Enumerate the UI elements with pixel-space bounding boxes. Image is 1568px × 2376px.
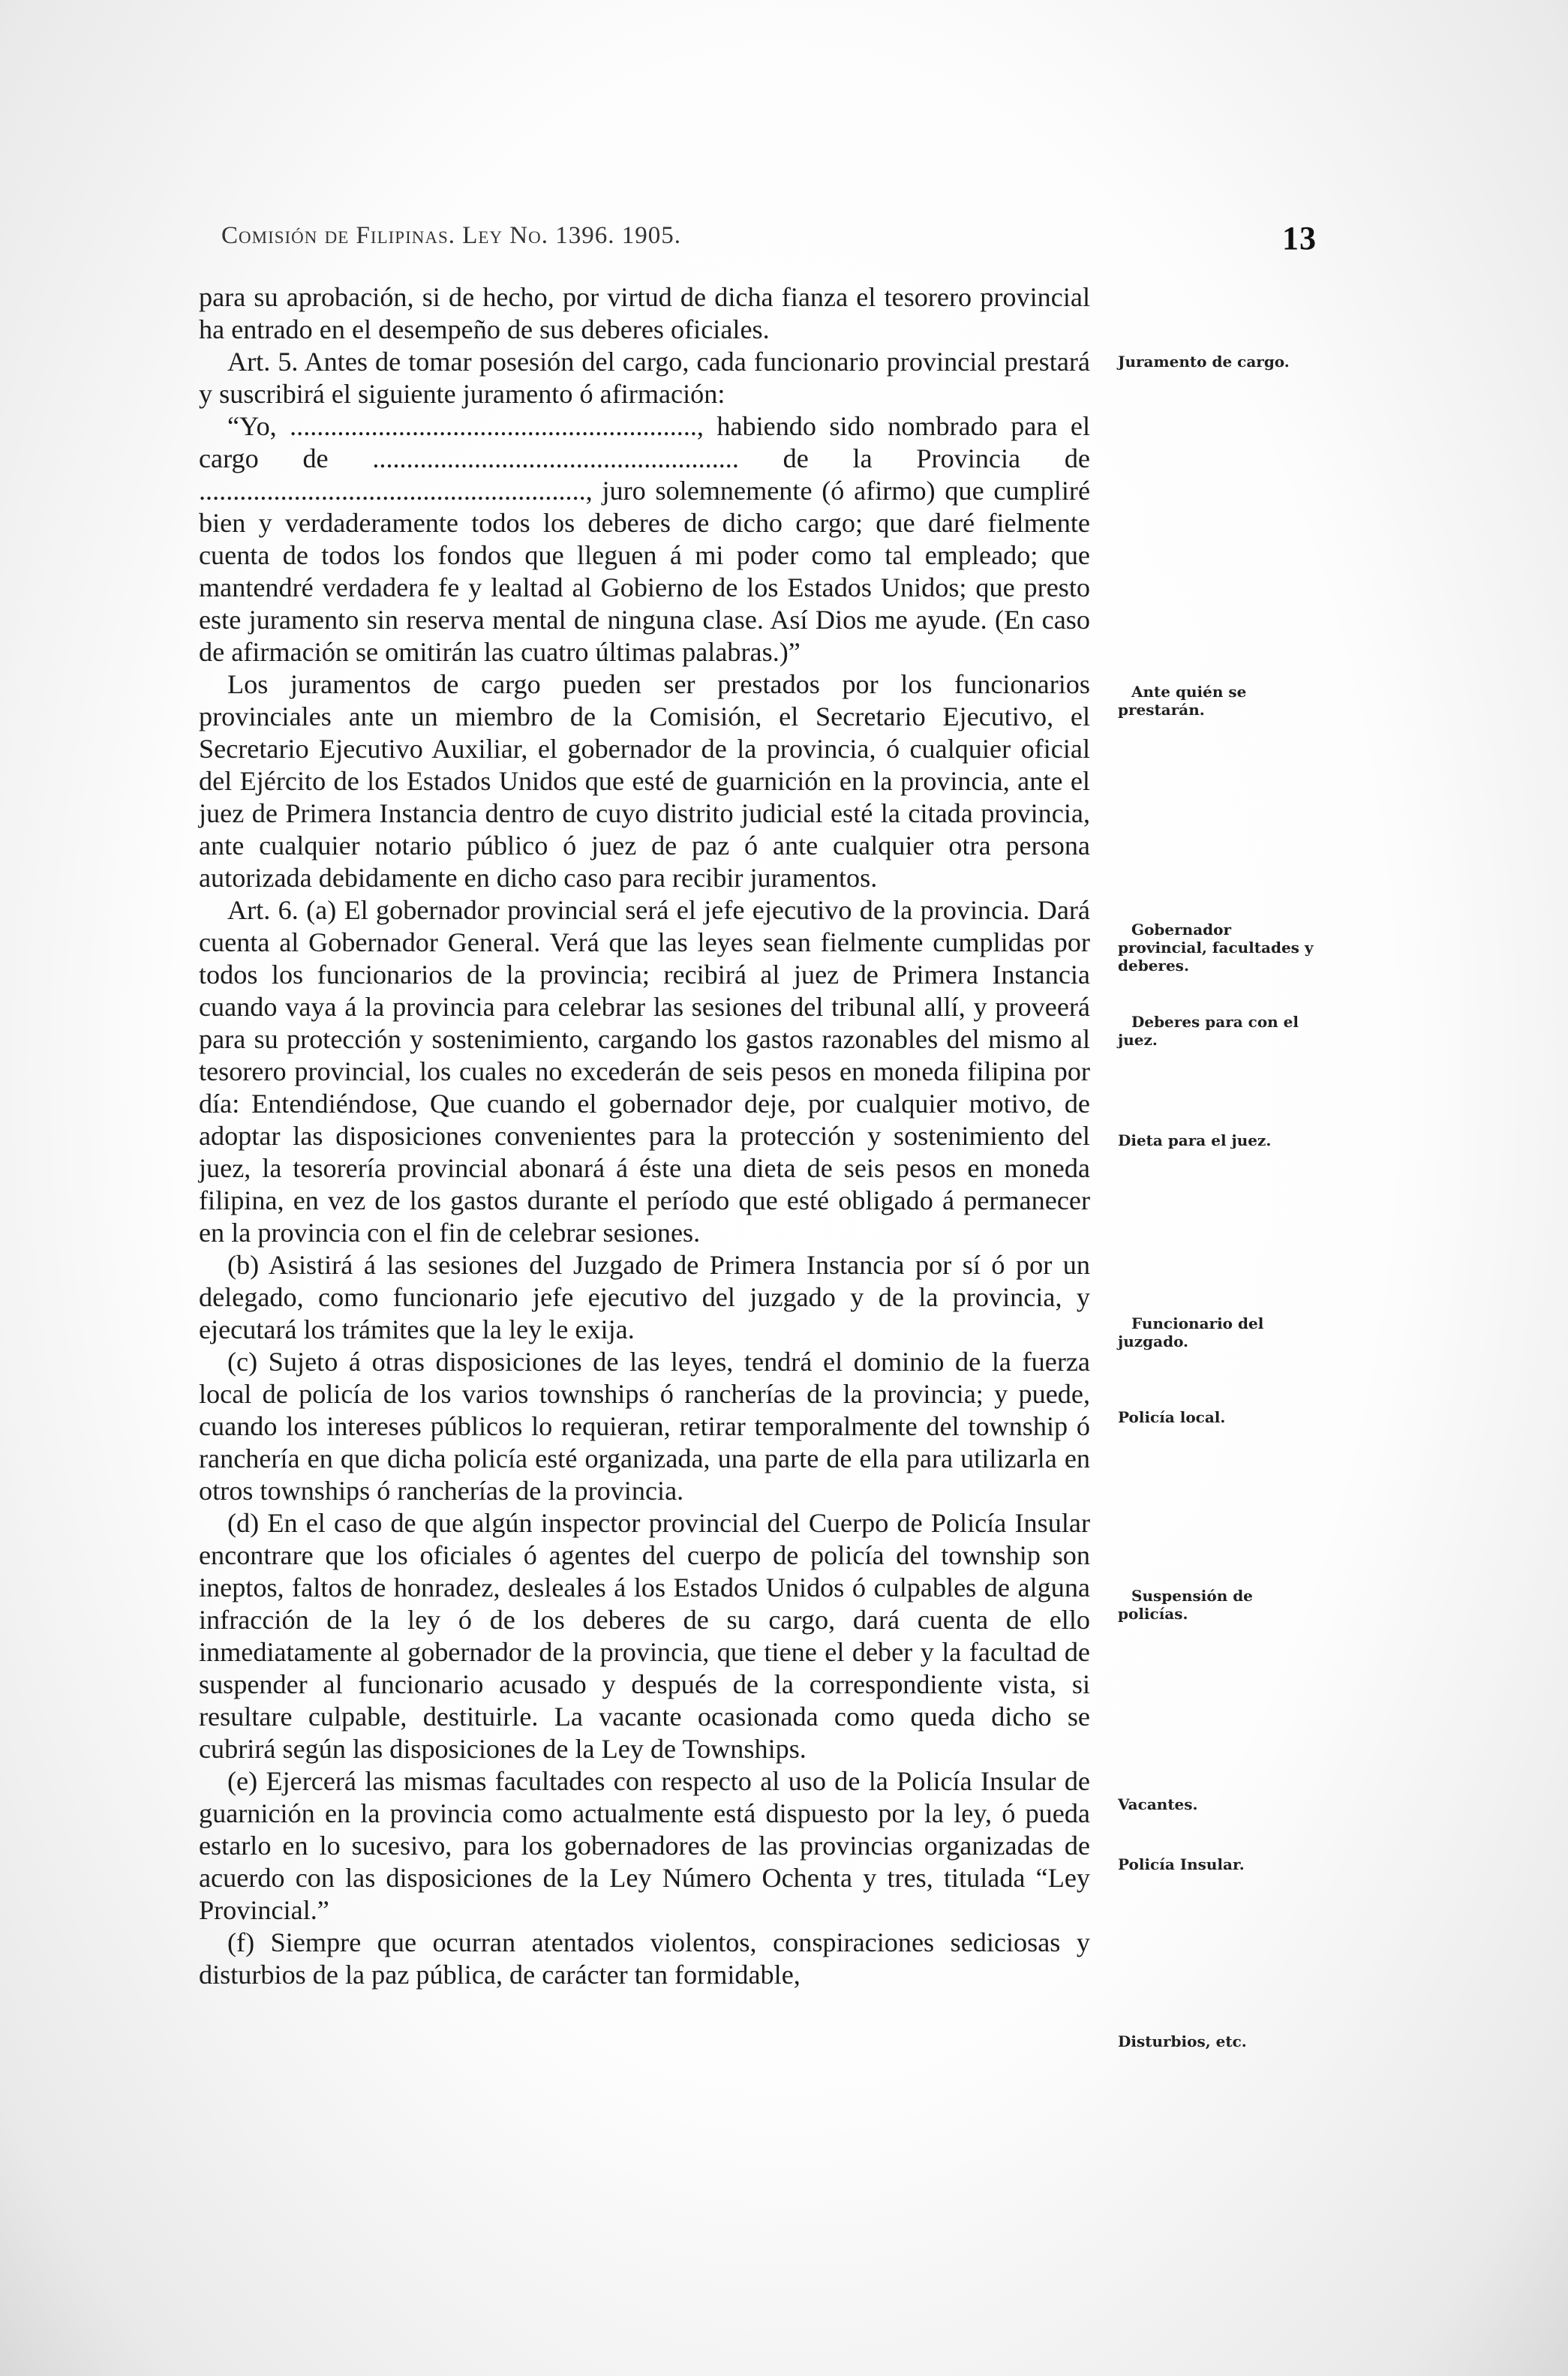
paragraph-article-6f: (f) Siempre que ocurran atentados violentos, conspiraciones sediciosas y disturbios de la paz pública, de carácter tan formidable, <box>199 1927 1090 1990</box>
paragraph-article-6b: (b) Asistirá á las sesiones del Juzgado de Primera Instancia por sí ó por un delegado, como funcionario jefe ejecutivo del juzgado y de la provincia, y ejecutará los trámites que la ley le exija. <box>199 1250 1090 1344</box>
paragraph-oath-takers: Los juramentos de cargo pueden ser prestados por los funcionarios provinciales ante un miembro de la Comisión, el Secretario Ejecutivo, el Secretario Ejecutivo Auxiliar, el gobernador de la provincia, ó cualquier oficial del Ejército de los Estados Unidos que esté de guarnición en la provincia, ante el juez de Primera Instancia dentro de cuyo distrito judicial esté la citada provincia, ante cualquier notario público ó juez de paz ó ante cualquier otra persona autorizada debidamente en dicho caso para recibir juramentos. <box>199 669 1090 893</box>
page-number: 13 <box>1282 220 1317 257</box>
margin-note-ante-quien: Ante quién se prestarán. <box>1118 683 1247 719</box>
paragraph-continuation: para su aprobación, si de hecho, por virtud de dicha fianza el tesorero provincial ha entrado en el desempeño de sus deberes oficiales. <box>199 282 1090 344</box>
page-header <box>221 222 1317 260</box>
margin-note-vacantes: Vacantes. <box>1118 1795 1198 1813</box>
margin-note-suspension: Suspensión de policías. <box>1118 1587 1253 1623</box>
margin-note-dieta: Dieta para el juez. <box>1118 1131 1272 1149</box>
body-text <box>199 281 1090 1991</box>
paragraph-oath: “Yo, ............................................................, habiendo sido nombrado para el cargo de ...................................................... de la Provincia de ........................................................., juro solemnemente (ó afirmo) que cumpliré bien y verdaderamente todos los deberes de dicho cargo; que daré fielmente cuenta de todos los fondos que lleguen á mi poder como tal empleado; que mantendré verdadera fe y lealtad al Gobierno de los Estados Unidos; que presto este juramento sin reserva mental de ninguna clase. Así Dios me ayude. (En caso de afirmación se omitirán las cuatro últimas palabras.)” <box>199 411 1090 667</box>
paragraph-article-6c: (c) Sujeto á otras disposiciones de las leyes, tendrá el dominio de la fuerza local de policía de los varios townships ó rancherías de la provincia; y puede, cuando los intereses públicos lo requieran, retirar temporalmente del township ó ranchería en que dicha policía esté organizada, una parte de ella para utilizarla en otros townships ó rancherías de la provincia. <box>199 1347 1090 1506</box>
margin-note-policia-local: Policía local. <box>1118 1408 1226 1426</box>
margin-note-disturbios: Disturbios, etc. <box>1118 2032 1247 2050</box>
margin-note-juramento: Juramento de cargo. <box>1118 353 1290 371</box>
margin-note-deberes-juez: Deberes para con el juez. <box>1118 1013 1299 1049</box>
margin-note-policia-insular: Policía Insular. <box>1118 1855 1245 1873</box>
paragraph-article-6e: (e) Ejercerá las mismas facultades con respecto al uso de la Policía Insular de guarnición en la provincia como actualmente está dispuesto por la ley, ó pueda estarlo en lo sucesivo, para los gobernadores de las provincias organizadas de acuerdo con las disposiciones de la Ley Número Ochenta y tres, titulada “Ley Provincial.” <box>199 1766 1090 1925</box>
margin-note-funcionario: Funcionario del juzgado. <box>1118 1314 1264 1350</box>
paragraph-article-5: Art. 5. Antes de tomar posesión del cargo, cada funcionario provincial prestará y suscribirá el siguiente juramento ó afirmación: <box>199 347 1090 409</box>
margin-note-gobernador: Gobernador provincial, facultades y deberes. <box>1118 921 1314 975</box>
running-head: Comisión de Filipinas. Ley No. 1396. 1905. <box>221 222 682 249</box>
paragraph-article-6a: Art. 6. (a) El gobernador provincial será el jefe ejecutivo de la provincia. Dará cuenta al Gobernador General. Verá que las leyes sean fielmente cumplidas por todos los funcionarios de la provincia; recibirá al juez de Primera Instancia cuando vaya á la provincia para celebrar las sesiones del tribunal allí, y proveerá para su protección y sostenimiento, cargando los gastos razonables del mismo al tesorero provincial, los cuales no excederán de seis pesos en moneda filipina por día: Entendiéndose, Que cuando el gobernador deje, por cualquier motivo, de adoptar las disposiciones convenientes para la protección y sostenimiento del juez, la tesorería provincial abonará á éste una dieta de seis pesos en moneda filipina, en vez de los gastos durante el período que esté obligado á permanecer en la provincia con el fin de celebrar sesiones. <box>199 895 1090 1248</box>
paragraph-article-6d: (d) En el caso de que algún inspector provincial del Cuerpo de Policía Insular encontrare que los oficiales ó agentes del cuerpo de policía del township son ineptos, faltos de honradez, desleales á los Estados Unidos ó culpables de alguna infracción de la ley ó de los deberes de su cargo, dará cuenta de ello inmediatamente al gobernador de la provincia, que tiene el deber y la facultad de suspender al funcionario acusado y después de la correspondiente vista, si resultare culpable, destituirle. La vacante ocasionada como queda dicho se cubrirá según las disposiciones de la Ley de Townships. <box>199 1508 1090 1764</box>
